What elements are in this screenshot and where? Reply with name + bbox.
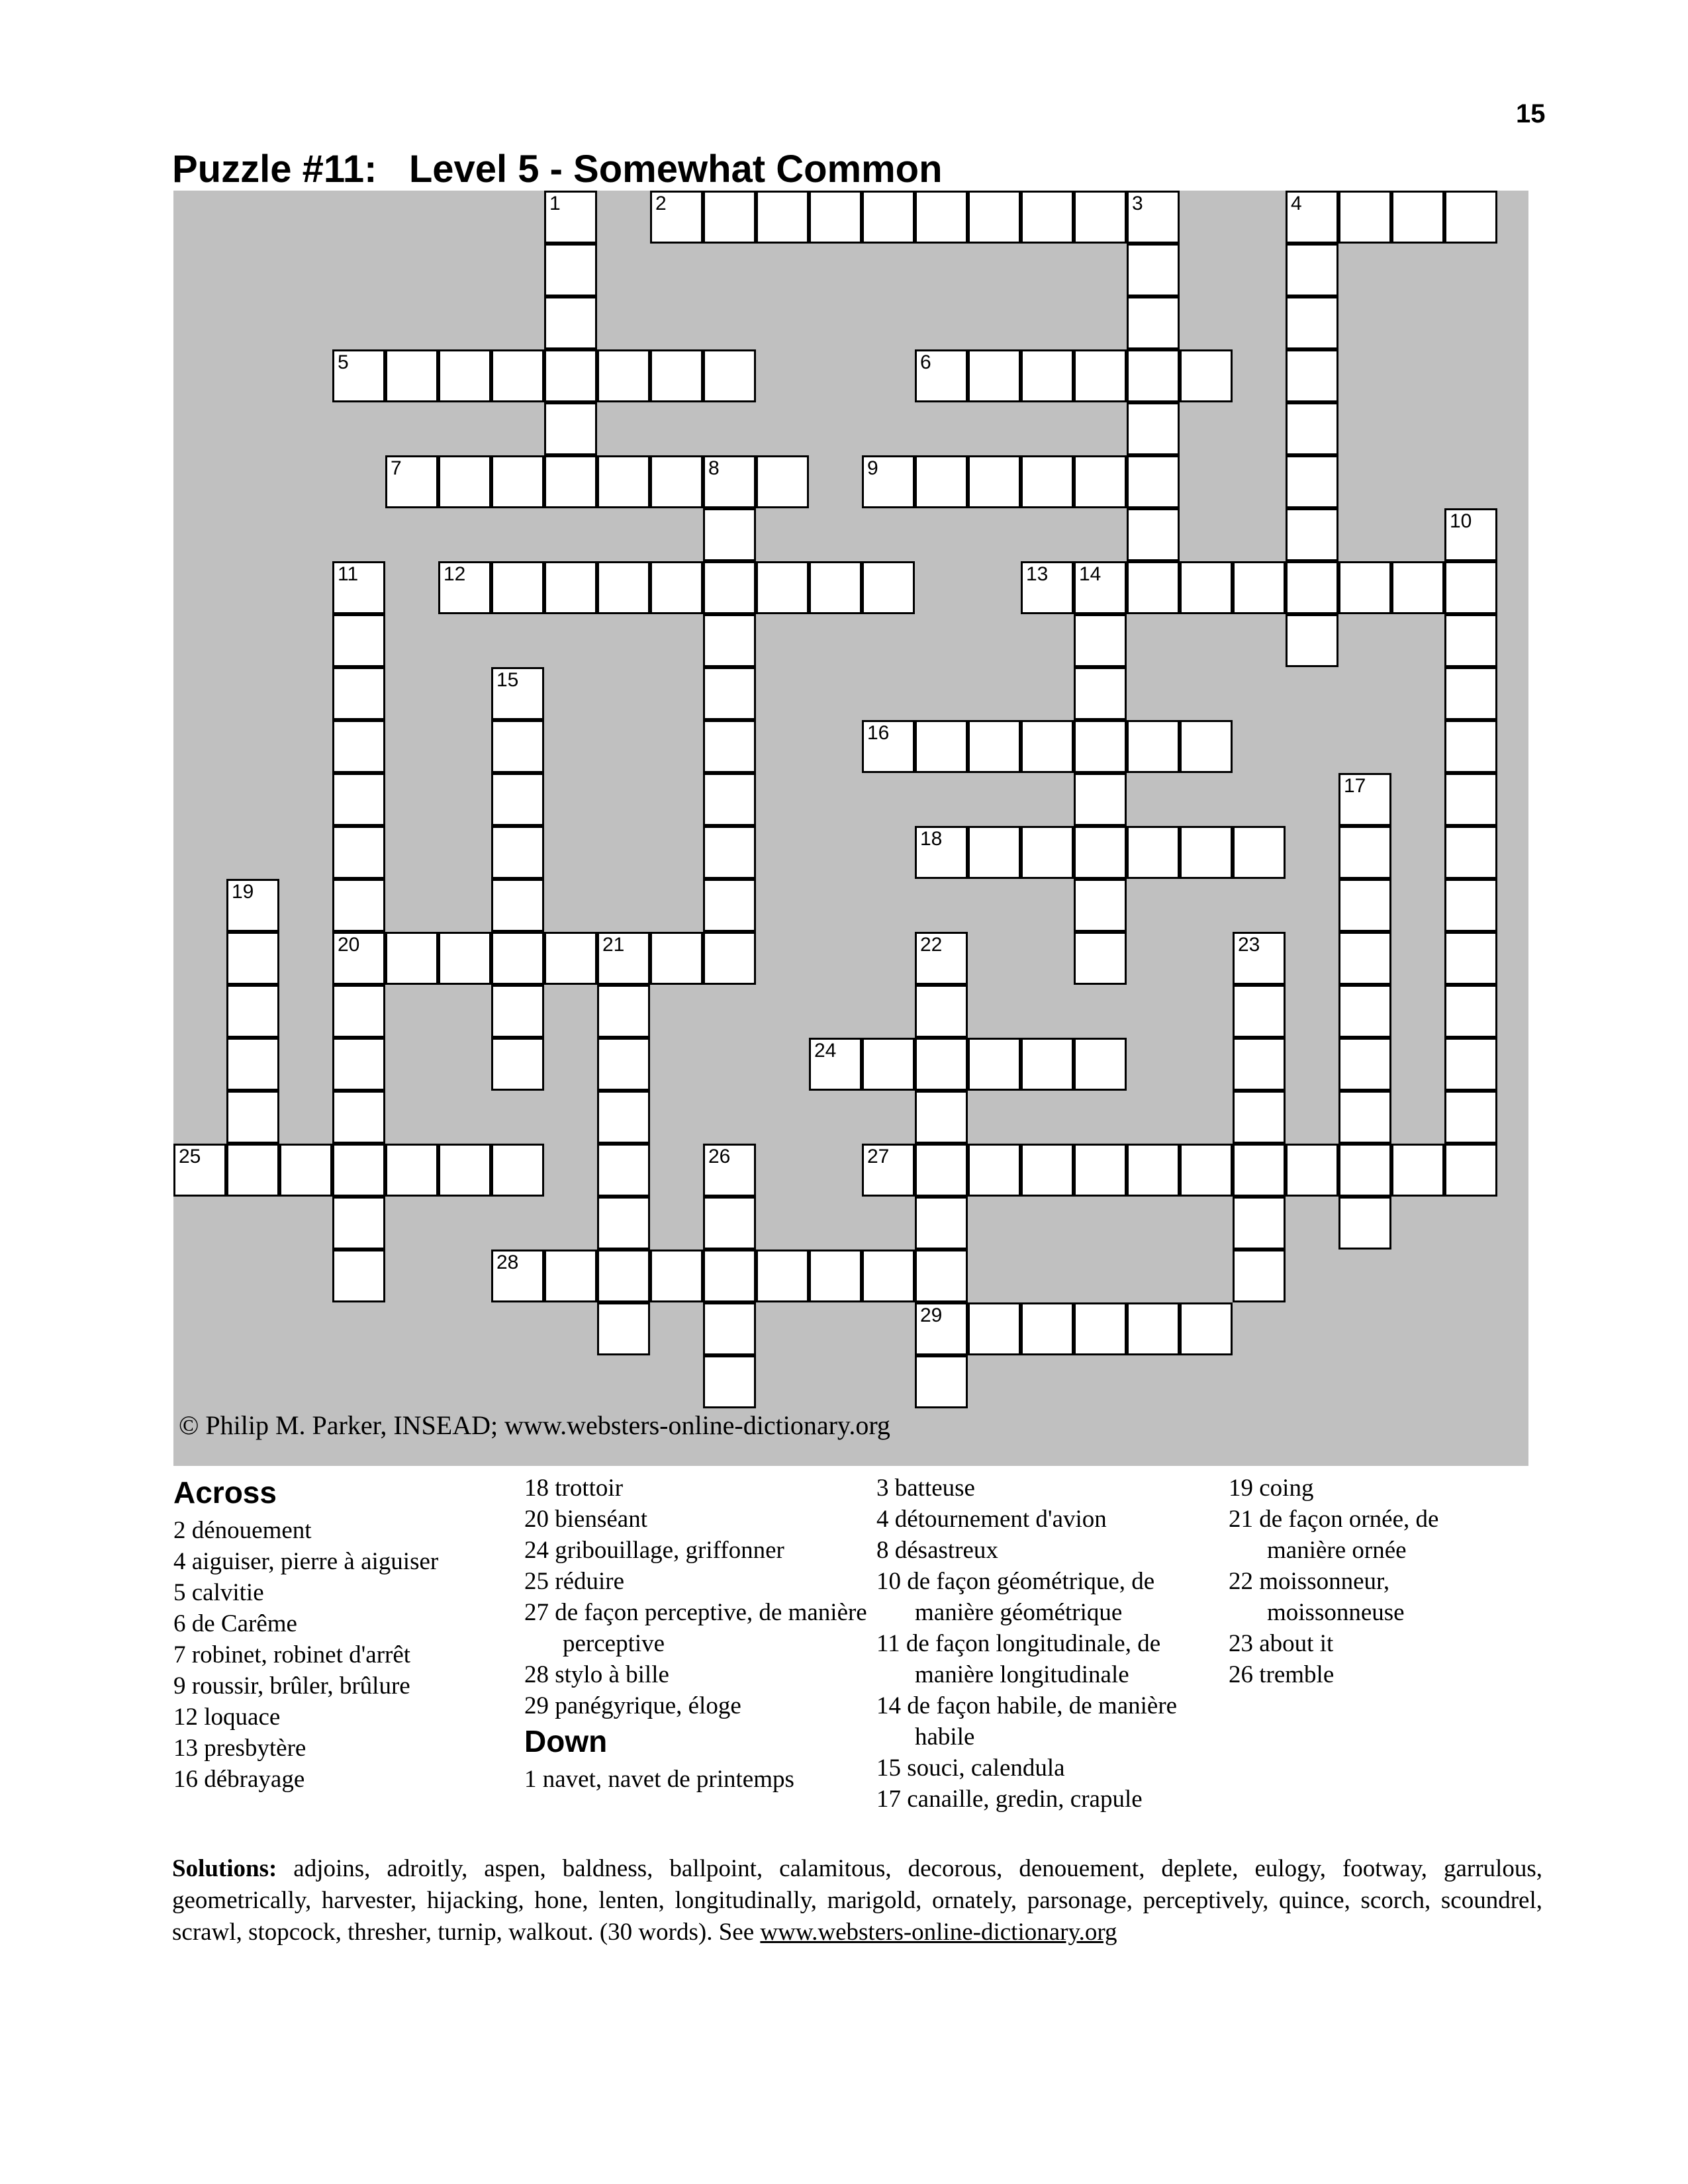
grid-cell[interactable] (1021, 1302, 1074, 1355)
down-clue-list-continued-2 (1229, 1473, 1520, 1690)
cell-number: 10 (1450, 510, 1472, 532)
grid-cell[interactable] (1444, 1038, 1497, 1091)
grid-cell[interactable] (226, 1144, 279, 1197)
grid-cell[interactable] (915, 932, 968, 985)
grid-cell[interactable] (597, 455, 650, 508)
grid-cell[interactable] (1021, 191, 1074, 244)
clue-item: 18 trottoir (524, 1475, 624, 1502)
grid-cell[interactable] (1074, 191, 1127, 244)
grid-cell[interactable] (703, 614, 756, 667)
grid-cell[interactable] (1127, 720, 1180, 773)
grid-cell[interactable] (1021, 826, 1074, 879)
clue-item: 11 de façon longitudinale, de manière longitudinale (876, 1630, 1161, 1688)
down-clue-list-continued (876, 1473, 1221, 1815)
grid-cell[interactable] (1074, 720, 1127, 773)
grid-cell[interactable] (1338, 985, 1391, 1038)
clue-item: 26 tremble (1229, 1661, 1335, 1688)
clue-item: 22 moissonneur, moissonneuse (1229, 1568, 1405, 1626)
grid-cell[interactable] (1127, 1302, 1180, 1355)
grid-cell[interactable] (1444, 191, 1497, 244)
grid-cell[interactable] (1338, 561, 1391, 614)
grid-cell[interactable] (1444, 985, 1497, 1038)
grid-cell[interactable] (491, 561, 544, 614)
grid-cell[interactable] (1127, 561, 1180, 614)
grid-cell[interactable] (544, 191, 597, 244)
grid-cell[interactable] (1074, 1038, 1127, 1091)
grid-cell[interactable] (1021, 349, 1074, 402)
grid-cell[interactable] (703, 879, 756, 932)
grid-cell[interactable] (1233, 561, 1286, 614)
grid-cell[interactable] (1021, 720, 1074, 773)
grid-cell[interactable] (1444, 1144, 1497, 1197)
grid-cell[interactable] (332, 667, 385, 720)
grid-cell[interactable] (1127, 296, 1180, 349)
grid-cell[interactable] (809, 1038, 862, 1091)
grid-cell[interactable] (1127, 349, 1180, 402)
cell-number: 20 (338, 934, 360, 956)
clue-item: 17 canaille, gredin, crapule (876, 1786, 1143, 1813)
solutions-text: adjoins, adroitly, aspen, baldness, ballpoint, calamitous, decorous, denouement, deplete, eulogy, footway, garrulous, geometrically, harvester, hijacking, hone, lenten, longitudinally, marigold, ornately, parsonage, perceptively, quince, scorch, scoundrel, scrawl, stopcock, thresher, turnip, walkout. (30 words). See (172, 1855, 1542, 1946)
grid-cell[interactable] (1074, 455, 1127, 508)
grid-cell[interactable] (756, 1250, 809, 1302)
grid-cell[interactable] (968, 826, 1021, 879)
grid-cell[interactable] (915, 826, 968, 879)
grid-cell[interactable] (650, 932, 703, 985)
grid-cell[interactable] (703, 1302, 756, 1355)
crossword-grid (173, 191, 1528, 1466)
grid-cell[interactable] (1180, 1302, 1233, 1355)
grid-cell[interactable] (1074, 1302, 1127, 1355)
cell-number: 13 (1026, 563, 1049, 585)
grid-cell[interactable] (1444, 826, 1497, 879)
grid-cell[interactable] (862, 720, 915, 773)
grid-cell[interactable] (438, 349, 491, 402)
grid-cell[interactable] (703, 667, 756, 720)
grid-cell[interactable] (809, 1250, 862, 1302)
grid-cell[interactable] (597, 1250, 650, 1302)
clue-item: 4 aiguiser, pierre à aiguiser (173, 1548, 439, 1575)
grid-cell[interactable] (703, 720, 756, 773)
cell-number: 2 (655, 193, 667, 214)
clue-item: 5 calvitie (173, 1579, 264, 1606)
grid-cell[interactable] (703, 773, 756, 826)
grid-cell[interactable] (332, 561, 385, 614)
grid-cell[interactable] (332, 985, 385, 1038)
grid-cell[interactable] (385, 1144, 438, 1197)
grid-cell[interactable] (438, 561, 491, 614)
grid-cell[interactable] (862, 1038, 915, 1091)
grid-cell[interactable] (1338, 773, 1391, 826)
grid-cell[interactable] (862, 1144, 915, 1197)
across-heading: Across (173, 1475, 277, 1510)
grid-cell[interactable] (1127, 191, 1180, 244)
grid-cell[interactable] (491, 879, 544, 932)
clue-column-4 (1229, 1473, 1520, 1690)
grid-cell[interactable] (1391, 561, 1444, 614)
cell-number: 22 (920, 934, 943, 956)
cell-number: 26 (708, 1146, 731, 1167)
grid-cell[interactable] (650, 1250, 703, 1302)
grid-cell[interactable] (756, 455, 809, 508)
grid-cell[interactable] (544, 244, 597, 296)
clue-column-1 (173, 1473, 518, 1795)
grid-cell[interactable] (1074, 932, 1127, 985)
grid-cell[interactable] (1286, 455, 1338, 508)
grid-cell[interactable] (915, 191, 968, 244)
cell-number: 21 (602, 934, 625, 956)
grid-cell[interactable] (332, 1038, 385, 1091)
grid-cell[interactable] (597, 561, 650, 614)
grid-cell[interactable] (703, 349, 756, 402)
down-clue-list (524, 1764, 868, 1795)
grid-cell[interactable] (1391, 1144, 1444, 1197)
grid-cell[interactable] (491, 985, 544, 1038)
grid-cell[interactable] (1074, 1144, 1127, 1197)
grid-cell[interactable] (1127, 402, 1180, 455)
cell-number: 25 (179, 1146, 201, 1167)
grid-cell[interactable] (491, 773, 544, 826)
grid-cell[interactable] (332, 1144, 385, 1197)
grid-cell[interactable] (968, 1302, 1021, 1355)
clue-item: 13 presbytère (173, 1735, 306, 1762)
cell-number: 19 (232, 881, 254, 903)
grid-cell[interactable] (1233, 826, 1286, 879)
clue-item: 14 de façon habile, de manière habile (876, 1692, 1178, 1751)
grid-cell[interactable] (1074, 614, 1127, 667)
cell-number: 24 (814, 1040, 837, 1062)
clue-column-2 (524, 1473, 868, 1795)
clues-section (173, 1473, 1530, 1843)
cell-number: 15 (496, 669, 519, 691)
clue-item: 16 débrayage (173, 1766, 305, 1793)
grid-cell[interactable] (1338, 1197, 1391, 1250)
grid-cell[interactable] (968, 455, 1021, 508)
grid-cell[interactable] (1127, 455, 1180, 508)
grid-cell[interactable] (1021, 455, 1074, 508)
grid-cell[interactable] (1444, 1091, 1497, 1144)
grid-cell[interactable] (1444, 561, 1497, 614)
grid-cell[interactable] (703, 1355, 756, 1408)
grid-cell[interactable] (968, 349, 1021, 402)
grid-cell[interactable] (332, 773, 385, 826)
clue-item: 28 stylo à bille (524, 1661, 669, 1688)
grid-cell[interactable] (332, 1250, 385, 1302)
grid-cell[interactable] (1127, 826, 1180, 879)
grid-cell[interactable] (1127, 508, 1180, 561)
grid-cell[interactable] (862, 455, 915, 508)
solutions-label: Solutions: (172, 1855, 277, 1882)
grid-cell[interactable] (597, 1197, 650, 1250)
grid-cell[interactable] (597, 349, 650, 402)
grid-cell[interactable] (650, 191, 703, 244)
grid-cell[interactable] (915, 1302, 968, 1355)
grid-cell[interactable] (544, 561, 597, 614)
grid-cell[interactable] (491, 1144, 544, 1197)
grid-cell[interactable] (491, 720, 544, 773)
cell-number: 18 (920, 828, 943, 850)
clue-item: 7 robinet, robinet d'arrêt (173, 1641, 411, 1668)
down-heading: Down (524, 1724, 608, 1758)
grid-cell[interactable] (332, 826, 385, 879)
grid-cell[interactable] (1286, 244, 1338, 296)
cell-number: 29 (920, 1304, 943, 1326)
cell-number: 3 (1132, 193, 1143, 214)
grid-cell[interactable] (968, 1144, 1021, 1197)
cell-number: 9 (867, 457, 878, 479)
grid-cell[interactable] (597, 932, 650, 985)
clue-item: 20 bienséant (524, 1506, 647, 1533)
clue-item: 3 batteuse (876, 1475, 975, 1502)
grid-cell[interactable] (173, 1144, 226, 1197)
clue-item: 12 loquace (173, 1704, 281, 1731)
grid-cell[interactable] (1233, 1144, 1286, 1197)
grid-cell[interactable] (1286, 402, 1338, 455)
grid-cell[interactable] (1286, 296, 1338, 349)
grid-cell[interactable] (756, 191, 809, 244)
grid-cell[interactable] (544, 349, 597, 402)
grid-cell[interactable] (544, 455, 597, 508)
solutions-link[interactable]: www.websters-online-dictionary.org (760, 1919, 1117, 1946)
cell-number: 28 (496, 1251, 519, 1273)
grid-cell[interactable] (332, 1197, 385, 1250)
grid-cell[interactable] (332, 879, 385, 932)
grid-cell[interactable] (438, 455, 491, 508)
grid-cell[interactable] (491, 349, 544, 402)
grid-cell[interactable] (1286, 1144, 1338, 1197)
clue-item: 8 désastreux (876, 1537, 998, 1564)
grid-cell[interactable] (1338, 1038, 1391, 1091)
clue-item: 1 navet, navet de printemps (524, 1766, 794, 1793)
grid-cell[interactable] (1444, 614, 1497, 667)
grid-cell[interactable] (544, 932, 597, 985)
grid-cell[interactable] (1286, 508, 1338, 561)
grid-cell[interactable] (915, 1144, 968, 1197)
cell-number: 11 (338, 563, 359, 585)
grid-cell[interactable] (226, 1038, 279, 1091)
grid-cell[interactable] (385, 349, 438, 402)
grid-cell[interactable] (597, 1091, 650, 1144)
clue-item: 15 souci, calendula (876, 1754, 1065, 1782)
cell-number: 4 (1291, 193, 1302, 214)
grid-cell[interactable] (491, 1250, 544, 1302)
grid-cell[interactable] (1233, 1091, 1286, 1144)
across-clue-list-continued (524, 1473, 868, 1721)
grid-cell[interactable] (1286, 561, 1338, 614)
copyright-notice: © Philip M. Parker, INSEAD; www.websters-online-dictionary.org (179, 1410, 890, 1440)
puzzle-title: Puzzle #11: Level 5 - Somewhat Common (172, 148, 943, 191)
grid-cell[interactable] (1286, 349, 1338, 402)
grid-cell[interactable] (385, 932, 438, 985)
grid-cell[interactable] (1021, 561, 1074, 614)
cell-number: 6 (920, 351, 931, 373)
grid-cell[interactable] (1074, 349, 1127, 402)
grid-cell[interactable] (1180, 720, 1233, 773)
grid-cell[interactable] (703, 561, 756, 614)
grid-cell[interactable] (1286, 191, 1338, 244)
clue-item: 24 gribouillage, griffonner (524, 1537, 784, 1564)
grid-cell[interactable] (1074, 879, 1127, 932)
grid-cell[interactable] (1286, 614, 1338, 667)
grid-cell[interactable] (544, 296, 597, 349)
grid-cell[interactable] (1074, 826, 1127, 879)
grid-cell[interactable] (1444, 773, 1497, 826)
grid-cell[interactable] (1021, 1144, 1074, 1197)
grid-cell[interactable] (438, 1144, 491, 1197)
grid-cell[interactable] (756, 561, 809, 614)
grid-cell[interactable] (1180, 561, 1233, 614)
grid-cell[interactable] (809, 561, 862, 614)
grid-cell[interactable] (1233, 985, 1286, 1038)
grid-cell[interactable] (915, 1355, 968, 1408)
grid-cell[interactable] (862, 561, 915, 614)
grid-cell[interactable] (1127, 244, 1180, 296)
grid-cell[interactable] (968, 1038, 1021, 1091)
grid-cell[interactable] (491, 455, 544, 508)
grid-cell[interactable] (597, 1302, 650, 1355)
grid-cell[interactable] (1233, 1038, 1286, 1091)
grid-cell[interactable] (332, 932, 385, 985)
grid-cell[interactable] (1338, 932, 1391, 985)
grid-cell[interactable] (703, 1250, 756, 1302)
grid-cell[interactable] (279, 1144, 332, 1197)
grid-cell[interactable] (650, 455, 703, 508)
grid-cell[interactable] (703, 1144, 756, 1197)
clue-item: 27 de façon perceptive, de manière perceptive (524, 1599, 867, 1657)
grid-cell[interactable] (1338, 1144, 1391, 1197)
grid-cell[interactable] (1338, 1091, 1391, 1144)
grid-cell[interactable] (1074, 667, 1127, 720)
grid-cell[interactable] (385, 455, 438, 508)
cell-number: 16 (867, 722, 890, 744)
grid-cell[interactable] (703, 826, 756, 879)
grid-cell[interactable] (915, 349, 968, 402)
grid-cell[interactable] (915, 1250, 968, 1302)
grid-cell[interactable] (1338, 879, 1391, 932)
grid-cell[interactable] (332, 349, 385, 402)
grid-cell[interactable] (332, 1091, 385, 1144)
grid-cell[interactable] (862, 1250, 915, 1302)
grid-cell[interactable] (544, 402, 597, 455)
clue-item: 21 de façon ornée, de manière ornée (1229, 1506, 1439, 1564)
clue-column-3 (876, 1473, 1221, 1815)
grid-cell[interactable] (650, 561, 703, 614)
grid-cell[interactable] (491, 667, 544, 720)
grid-cell[interactable] (1391, 191, 1444, 244)
clue-item: 2 dénouement (173, 1517, 312, 1544)
grid-cell[interactable] (1233, 932, 1286, 985)
clue-item: 4 détournement d'avion (876, 1506, 1107, 1533)
grid-cell[interactable] (915, 455, 968, 508)
cell-number: 5 (338, 351, 349, 373)
grid-cell[interactable] (491, 1038, 544, 1091)
clue-item: 9 roussir, brûler, brûlure (173, 1672, 410, 1700)
grid-cell[interactable] (1180, 349, 1233, 402)
grid-cell[interactable] (1444, 667, 1497, 720)
grid-cell[interactable] (703, 191, 756, 244)
grid-cell[interactable] (226, 879, 279, 932)
grid-cell[interactable] (491, 932, 544, 985)
grid-cell[interactable] (703, 455, 756, 508)
grid-cell[interactable] (1338, 191, 1391, 244)
cell-number: 12 (444, 563, 466, 585)
grid-cell[interactable] (862, 191, 915, 244)
grid-cell[interactable] (438, 932, 491, 985)
cell-number: 1 (549, 193, 561, 214)
clue-item: 10 de façon géométrique, de manière géométrique (876, 1568, 1155, 1626)
grid-cell[interactable] (1444, 508, 1497, 561)
grid-cell[interactable] (809, 191, 862, 244)
grid-cell[interactable] (597, 985, 650, 1038)
grid-cell[interactable] (968, 191, 1021, 244)
cell-number: 8 (708, 457, 720, 479)
grid-cell[interactable] (1021, 1038, 1074, 1091)
cell-number: 7 (391, 457, 402, 479)
grid-cell[interactable] (597, 1038, 650, 1091)
grid-cell[interactable] (332, 614, 385, 667)
grid-cell[interactable] (1444, 879, 1497, 932)
grid-cell[interactable] (1338, 826, 1391, 879)
grid-cell[interactable] (332, 720, 385, 773)
grid-cell[interactable] (1074, 561, 1127, 614)
grid-cell[interactable] (915, 720, 968, 773)
grid-cell[interactable] (226, 932, 279, 985)
grid-cell[interactable] (703, 932, 756, 985)
clue-item: 23 about it (1229, 1630, 1334, 1657)
grid-cell[interactable] (226, 1091, 279, 1144)
grid-cell[interactable] (491, 826, 544, 879)
grid-cell[interactable] (1180, 1144, 1233, 1197)
solutions-paragraph (172, 1853, 1542, 1948)
grid-cell[interactable] (544, 1250, 597, 1302)
grid-cell[interactable] (597, 1144, 650, 1197)
grid-cell[interactable] (650, 349, 703, 402)
grid-cell[interactable] (1233, 1197, 1286, 1250)
grid-cell[interactable] (1444, 720, 1497, 773)
grid-cell[interactable] (1233, 1250, 1286, 1302)
across-clue-list (173, 1515, 518, 1795)
cell-number: 17 (1344, 775, 1366, 797)
cell-number: 14 (1079, 563, 1102, 585)
clue-item: 19 coing (1229, 1475, 1314, 1502)
cell-number: 23 (1238, 934, 1260, 956)
grid-cell[interactable] (226, 985, 279, 1038)
grid-cell[interactable] (1074, 773, 1127, 826)
clue-item: 29 panégyrique, éloge (524, 1692, 741, 1719)
clue-item: 25 réduire (524, 1568, 625, 1595)
grid-cell[interactable] (915, 1038, 968, 1091)
grid-cell[interactable] (1444, 932, 1497, 985)
grid-cell[interactable] (968, 720, 1021, 773)
grid-cell[interactable] (703, 508, 756, 561)
page-number: 15 (1516, 99, 1546, 128)
cell-number: 27 (867, 1146, 890, 1167)
grid-cell[interactable] (915, 1091, 968, 1144)
grid-cell[interactable] (915, 1197, 968, 1250)
clue-item: 6 de Carême (173, 1610, 297, 1637)
grid-cell[interactable] (915, 985, 968, 1038)
grid-cell[interactable] (703, 1197, 756, 1250)
grid-cell[interactable] (1180, 826, 1233, 879)
grid-cell[interactable] (1127, 1144, 1180, 1197)
